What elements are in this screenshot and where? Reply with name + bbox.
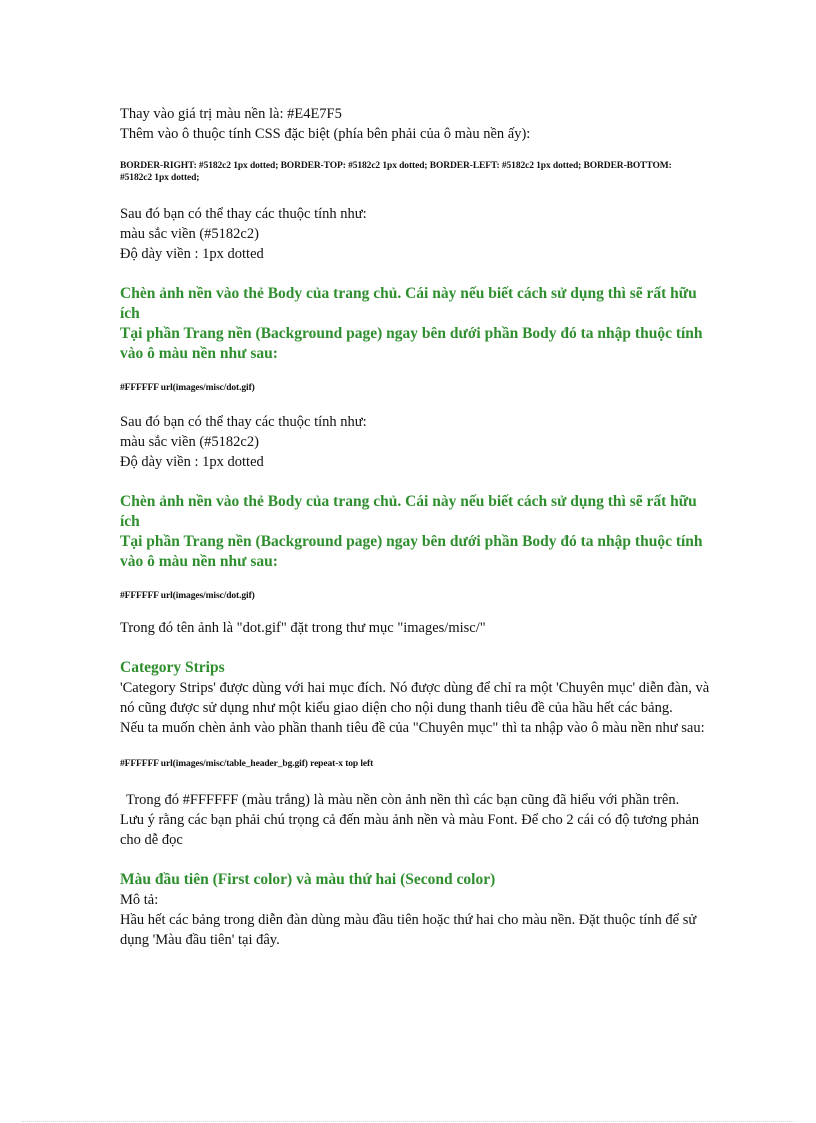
props-1-line-3: Độ dày viền : 1px dotted: [120, 246, 264, 262]
page-bottom-divider: [22, 1121, 794, 1122]
code-background-3: #FFFFFF url(images/misc/table_header_bg.gif) repeat-x top left: [120, 759, 374, 769]
section-heading-body-bg-1: Chèn ảnh nền vào thẻ Body của trang chủ. Cái này nếu biết cách sử dụng thì sẽ rất hữu ích: [120, 285, 697, 322]
props-2-line-2: màu sắc viền (#5182c2): [120, 434, 259, 450]
document-body: [120, 104, 720, 950]
css-code-block: BORDER-RIGHT: #5182c2 1px dotted; BORDER-TOP: #5182c2 1px dotted; BORDER-LEFT: #5182c2 1px dotted; BORDER-BOTTOM: #5182c2 1px dotted;: [120, 161, 672, 183]
section-heading-bg-page-2: Tại phần Trang nền (Background page) ngay bên dưới phần Body đó ta nhập thuộc tính vào ô màu nền như sau:: [120, 533, 703, 570]
props-2-line-1: Sau đó bạn có thể thay các thuộc tính như:: [120, 414, 367, 430]
props-1-line-1: Sau đó bạn có thể thay các thuộc tính như:: [120, 206, 367, 222]
props-1-line-2: màu sắc viền (#5182c2): [120, 226, 259, 242]
dot-gif-note: Trong đó tên ảnh là "dot.gif" đặt trong thư mục "images/misc/": [120, 620, 486, 636]
section-heading-bg-page-1: Tại phần Trang nền (Background page) ngay bên dưới phần Body đó ta nhập thuộc tính vào ô màu nền như sau:: [120, 325, 703, 362]
first-second-color-heading: Màu đầu tiên (First color) và màu thứ hai (Second color): [120, 871, 496, 888]
section-heading-body-bg-2: Chèn ảnh nền vào thẻ Body của trang chủ. Cái này nếu biết cách sử dụng thì sẽ rất hữu ích: [120, 493, 697, 530]
code-background-2: #FFFFFF url(images/misc/dot.gif): [120, 591, 255, 601]
intro-line-1: Thay vào giá trị màu nền là: #E4E7F5: [120, 106, 342, 122]
description-label: Mô tả:: [120, 892, 159, 908]
props-2-line-3: Độ dày viền : 1px dotted: [120, 454, 264, 470]
category-strips-para-2: Nếu ta muốn chèn ảnh vào phần thanh tiêu đề của "Chuyên mục" thì ta nhập vào ô màu nền như sau:: [120, 720, 705, 736]
category-strips-para-1: 'Category Strips' được dùng với hai mục đích. Nó được dùng để chỉ ra một 'Chuyên mục' diễn đàn, và nó cũng được sử dụng như một kiểu giao diện cho nội dung thanh tiêu đề của hầu hết các bảng.: [120, 680, 710, 716]
first-second-color-para: Hầu hết các bảng trong diễn đàn dùng màu đầu tiên hoặc thứ hai cho màu nền. Đặt thuộc tính để sử dụng 'Màu đầu tiên' tại đây.: [120, 912, 697, 948]
category-strips-heading: Category Strips: [120, 659, 225, 676]
note-para-1: Trong đó #FFFFFF (màu trắng) là màu nền còn ảnh nền thì các bạn cũng đã hiểu với phần trên.: [126, 792, 680, 808]
intro-line-2: Thêm vào ô thuộc tính CSS đặc biệt (phía bên phải của ô màu nền ấy):: [120, 126, 531, 142]
note-para-2: Lưu ý rằng các bạn phải chú trọng cả đến màu ảnh nền và màu Font. Để cho 2 cái có độ tương phản cho dễ đọc: [120, 812, 700, 848]
code-background-1: #FFFFFF url(images/misc/dot.gif): [120, 383, 255, 393]
